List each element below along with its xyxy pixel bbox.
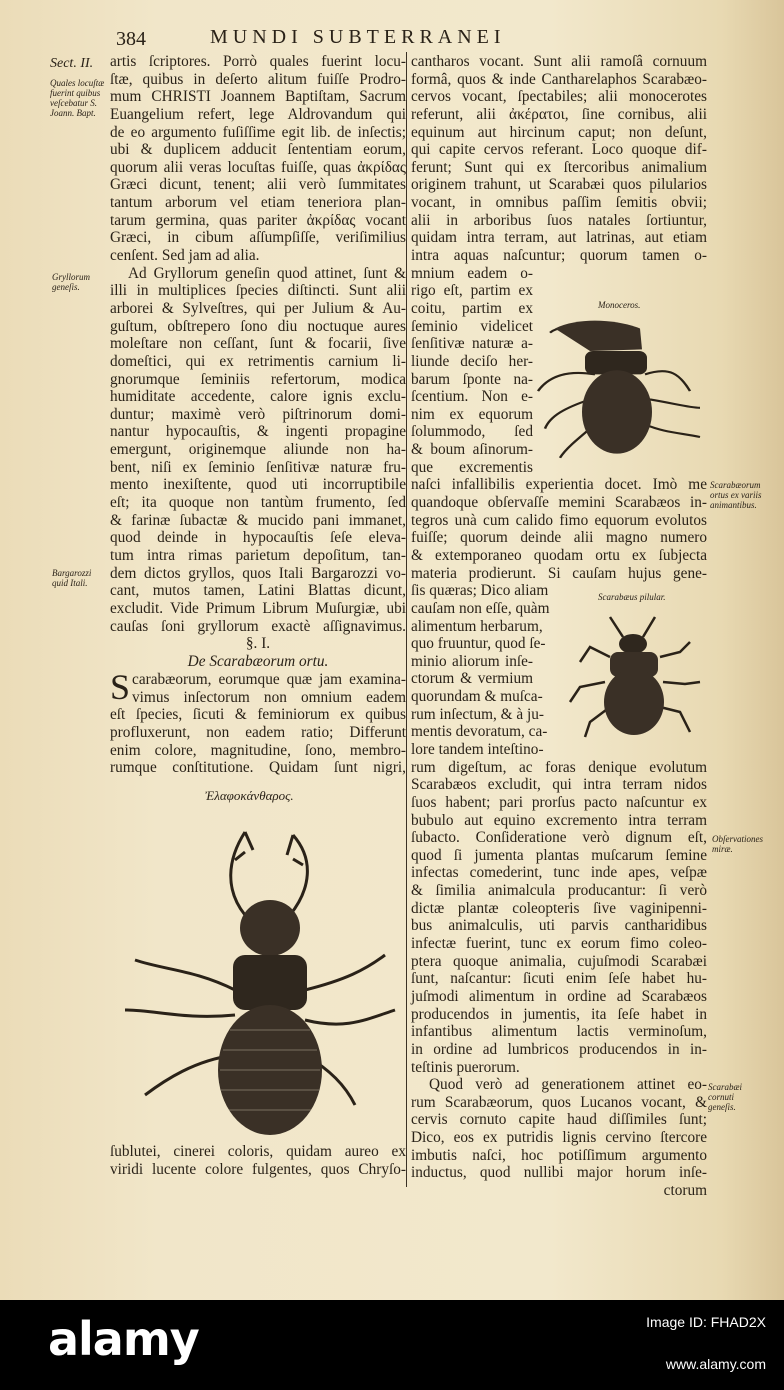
text-line: vocant, in omnibus paſſim ſemitis obvii;: [411, 194, 707, 212]
text-line: minio aliorum inſe-: [411, 652, 533, 670]
margin-note-gryllorum: Gryllorum geneſis.: [52, 272, 90, 292]
text-line: dictæ plantæ coleopteris ſive vaginipenni-: [411, 899, 707, 917]
text-line: illi in multiplices ſpecies diſtincti. Sunt alii: [110, 282, 406, 300]
text-line: bubulo aut equino excremento intra terram: [411, 811, 707, 829]
text-line: dem dictos gryllos, quos Itali Bargarozzi vo-: [110, 564, 406, 582]
text-line: Græci dicunt, tenent; alii verò ſummitates: [110, 176, 406, 194]
alamy-url: www.alamy.com: [665, 1356, 766, 1372]
text-line: ferunt; Sunt qui ex ſtercoribus animalium: [411, 158, 707, 176]
text-line: humiditate accedente, calore ignis exclu-: [110, 388, 406, 406]
text-line: infantibus alimentum lactis verminoſum,: [411, 1023, 707, 1041]
text-line: gnorumque ſeminiis refertorum, modica: [110, 370, 406, 388]
column-divider: [406, 52, 407, 1187]
text-line: excludit. Vide Primum Librum Muſurgiæ, ubi: [110, 599, 406, 617]
text-line: ſenſitivæ naturæ a-: [411, 335, 533, 353]
stag-beetle-illustration: [115, 820, 405, 1125]
text-line: Scarabæos excludit, qui intra terram nidos: [411, 776, 707, 794]
text-line: nantur hypocauſtis, & ingenti propagine: [110, 423, 406, 441]
text-line: ſcentium. Non e-: [411, 388, 533, 406]
text-line: Ad Gryllorum geneſin quod attinet, ſunt &: [128, 264, 406, 282]
text-line: barum ſponte na-: [411, 370, 533, 388]
text-line: & boum aſinorum-: [411, 441, 533, 459]
text-line: ſublutei, cinerei coloris, quidam aureo ex: [110, 1143, 406, 1160]
left-column: [110, 53, 406, 777]
text-line: vimus inſectorum non omnium eadem: [132, 688, 406, 706]
text-line: fuiſſe; quorum deinde alii magno numero: [411, 529, 707, 547]
text-line: quidam intra terram, aut latrinas, aut etiam: [411, 229, 707, 247]
text-line: liunde deciſo her-: [411, 352, 533, 370]
text-line: ſolummodo, ſed: [411, 423, 533, 441]
text-line: in ordine ad lumbricos producendos in in-: [411, 1040, 707, 1058]
text-line: de eo argumento fuſiſſime egit lib. de inſectis;: [110, 123, 406, 141]
text-line: tarum germina, quas pariter ἀκρίδας vocant: [110, 211, 406, 229]
section-title: De Scarabæorum ortu.: [187, 653, 329, 671]
text-line: cantharos vocant. Sunt alii ramoſâ cornuum: [411, 53, 707, 70]
text-line: duntur; maximè verò piſtrinorum domi-: [110, 405, 406, 423]
text-line: cant, mutos tamen, Latini Blattas dicunt,: [110, 582, 406, 600]
text-line: cenſent. Sed jam ad alia.: [110, 247, 260, 265]
text-line: qui capite cervos referant. Loco quoque dif-: [411, 141, 707, 159]
text-line: nim ex equorum: [411, 405, 533, 423]
margin-note-scarabaeorum-ortus: Scarabæorum ortus ex variis animantibus.: [710, 480, 762, 510]
figure-caption-monoceros: Monoceros.: [598, 300, 641, 310]
margin-note-locusts: Quales locuſtæ fuerint quibus veſcebatur S. Joann. Bapt.: [50, 78, 105, 118]
text-line: quod ſi jumenta plantas muſcarum ſemine: [411, 846, 707, 864]
stock-watermark-banner: [0, 1300, 784, 1390]
text-line: carabæorum, eorumque quæ jam examina-: [132, 671, 406, 689]
text-line: cauſam non eſſe, quàm: [411, 599, 550, 617]
drop-cap: S: [110, 667, 131, 708]
text-line: imbutis naſci, hoc potiſſimum argumento: [411, 1146, 707, 1164]
text-line: mum CHRISTI Joannem Baptiſtam, Sacrum: [110, 88, 406, 106]
section-number: §. I.: [245, 635, 271, 653]
text-line: eſt ſpecies, ſicuti & feminiorum ex quibus: [110, 706, 406, 724]
figure-caption-stag-beetle: Ἐλαφοκάνθαρος.: [205, 788, 294, 803]
text-line: ſis quæras; Dico aliam: [411, 582, 549, 600]
text-line: arborei & Sylveſtres, qui per Julium & Au-: [110, 299, 406, 317]
text-line: formâ, quos & inde Cantharelaphos Scarabæo-: [411, 70, 707, 88]
text-line: artis ſcriptores. Porrò quales fuerint locu-: [110, 53, 406, 70]
text-line: ctorum & vermium: [411, 670, 533, 688]
text-line: rum digeſtum, ac foras denique evolutum: [411, 758, 707, 776]
text-line: rum Scarabæorum, quos Lucanos vocant, &: [411, 1093, 707, 1111]
text-line: Quod verò ad generationem attinet eo-: [429, 1076, 707, 1094]
text-line: materia prodierunt. Si cauſam hujus gene-: [411, 564, 707, 582]
text-line: ſuos habent; pari prorſus pacto naſcuntur ex: [411, 793, 707, 811]
text-line: cervis cornuto capite haud diſſimiles ſunt;: [411, 1111, 707, 1129]
text-line: lore tandem inteſtino-: [411, 740, 544, 758]
text-line: que excrementis: [411, 458, 533, 476]
text-line: ctorum: [663, 1182, 707, 1199]
text-line: ſtæ, quibus in deſerto alitum fuiſſe Prodro-: [110, 70, 406, 88]
text-line: ptera quoque animalia, cujuſmodi Scarabæi: [411, 952, 707, 970]
text-line: inductus, quod nullibi major horum inſe-: [411, 1164, 707, 1182]
text-line: enim colore, magnitudine, ſono, membro-: [110, 741, 406, 759]
text-line: mentis devoratum, ca-: [411, 723, 548, 741]
text-line: & ſimilia animalcula producantur: ſi verò: [411, 882, 707, 900]
text-line: viridi lucente colore fulgentes, quos Chryſo-: [110, 1160, 406, 1178]
text-line: infectæ fuerint, tunc ex eorum fimo coleo-: [411, 935, 707, 953]
text-line: tantum arborum vel etiam teneriora plan-: [110, 194, 406, 212]
text-line: bent, niſi ex ſeminio ſenſitivæ naturæ fru-: [110, 458, 406, 476]
text-line: rum inſectum, & à ju-: [411, 705, 544, 723]
pilular-beetle-illustration: [565, 612, 705, 742]
text-line: tegros unà cum calido fimo equorum evolutos: [411, 511, 707, 529]
text-line: & farinæ ſubactæ & mucido pani immanet,: [110, 511, 406, 529]
text-line: Euangelium refert, lege Aldrovandum qui: [110, 105, 406, 123]
text-line: equinum aut hircinum caput; non deſunt,: [411, 123, 707, 141]
text-line: ſunt, naſcantur: ſicuti enim ſeſe habet hu-: [411, 970, 707, 988]
margin-note-bargarozzi: Bargarozzi quid Itali.: [52, 568, 92, 588]
text-line: emergunt, originemque aliunde non ha-: [110, 441, 406, 459]
text-line: bus animalculis, uti parvis cantharidibus: [411, 917, 707, 935]
text-line: quorum alii veras locuſtas fuiſſe, quas ἀκρίδας: [110, 158, 406, 176]
image-id: Image ID: FHAD2X: [646, 1314, 766, 1330]
text-line: teſtinis puerorum.: [411, 1058, 520, 1076]
page-number: 384: [116, 28, 146, 50]
text-line: Dico, eos ex putridis lignis cervino ſtercore: [411, 1129, 707, 1147]
text-line: profluxerunt, non eadem ratio; Differunt: [110, 724, 406, 742]
figure-caption-pilular: Scarabæus pilular.: [598, 592, 666, 602]
text-line: alimentum herbarum,: [411, 617, 543, 635]
margin-note-observationes: Obſervationes miræ.: [712, 834, 763, 854]
text-line: producendos in jumentis, ita ſeſe habet in: [411, 1005, 707, 1023]
text-line: domeſtici, qui ex retrimentis carnium li-: [110, 352, 406, 370]
text-line: ubi & duplicem adducit ſententiam eorum,: [110, 141, 406, 159]
text-line: rigo eſt, partim ex: [411, 282, 533, 300]
text-line: referunt, alii ἀκέρατοι, ſine cornibus, alii: [411, 105, 707, 123]
text-line: mento inexiſtente, quod uti incorruptibile: [110, 476, 406, 494]
text-line: infectas comederint, tunc inde apes, veſpæ: [411, 864, 707, 882]
text-line: & extemporaneo quodam ortu ex ſubjecta: [411, 546, 707, 564]
text-line: ſubacto. Conſideratione verò dignum eſt,: [411, 829, 707, 847]
text-line: quandoque obſervaſſe memini Scarabæos in-: [411, 494, 707, 512]
text-line: coitu, partim ex: [411, 299, 533, 317]
alamy-logo: alamy: [48, 1312, 199, 1366]
text-line: originem trahunt, ut Scarabæi quos pilularios: [411, 176, 707, 194]
text-line: moleſtare non ceſſant, ſunt & focarii, ſive: [110, 335, 406, 353]
text-line: quod deinde in hypocauſtis ſeſe eleva-: [110, 529, 406, 547]
text-line: cauſas ſoni gryllorum exactè aſſignavimus.: [110, 617, 406, 635]
text-line: quorundam & muſca-: [411, 688, 543, 706]
text-line: tum intra rimas parietum depoſitum, tan-: [110, 546, 406, 564]
text-line: naſci infallibilis experientia docet. Imò me: [411, 476, 707, 494]
text-line: intra aquas naſcuntur; quorum tamen o-: [411, 247, 707, 265]
left-column-bottom: [110, 1143, 406, 1178]
monoceros-beetle-illustration: [530, 316, 710, 462]
text-line: alii in arboribus ſuos natales ſortiuntur,: [411, 211, 707, 229]
text-line: ſeminio videlicet: [411, 317, 533, 335]
text-line: guſtum, obſtrepero ſono diu noctuque aures: [110, 317, 406, 335]
text-line: cervos vocant, ſpectabiles; alii monocerotes: [411, 88, 707, 106]
text-line: quo fruuntur, quod ſe-: [411, 635, 546, 653]
text-line: eſt; ita quoque non tantùm frumento, ſed: [110, 494, 406, 512]
section-marker: Sect. II.: [50, 56, 94, 71]
running-title: MUNDI SUBTERRANEI: [210, 26, 506, 48]
text-line: juſmodi alimentum in ordine ad Scarabæos: [411, 987, 707, 1005]
text-line: Græci, in cibum aſſumpſiſſe, veriſimilius: [110, 229, 406, 247]
text-line: mnium eadem o-: [411, 264, 533, 282]
margin-note-cornuti-genesis: Scarabæi cornuti geneſis.: [708, 1082, 743, 1112]
text-line: rumque conſtitutione. Quidam ſunt nigri,: [110, 759, 406, 777]
